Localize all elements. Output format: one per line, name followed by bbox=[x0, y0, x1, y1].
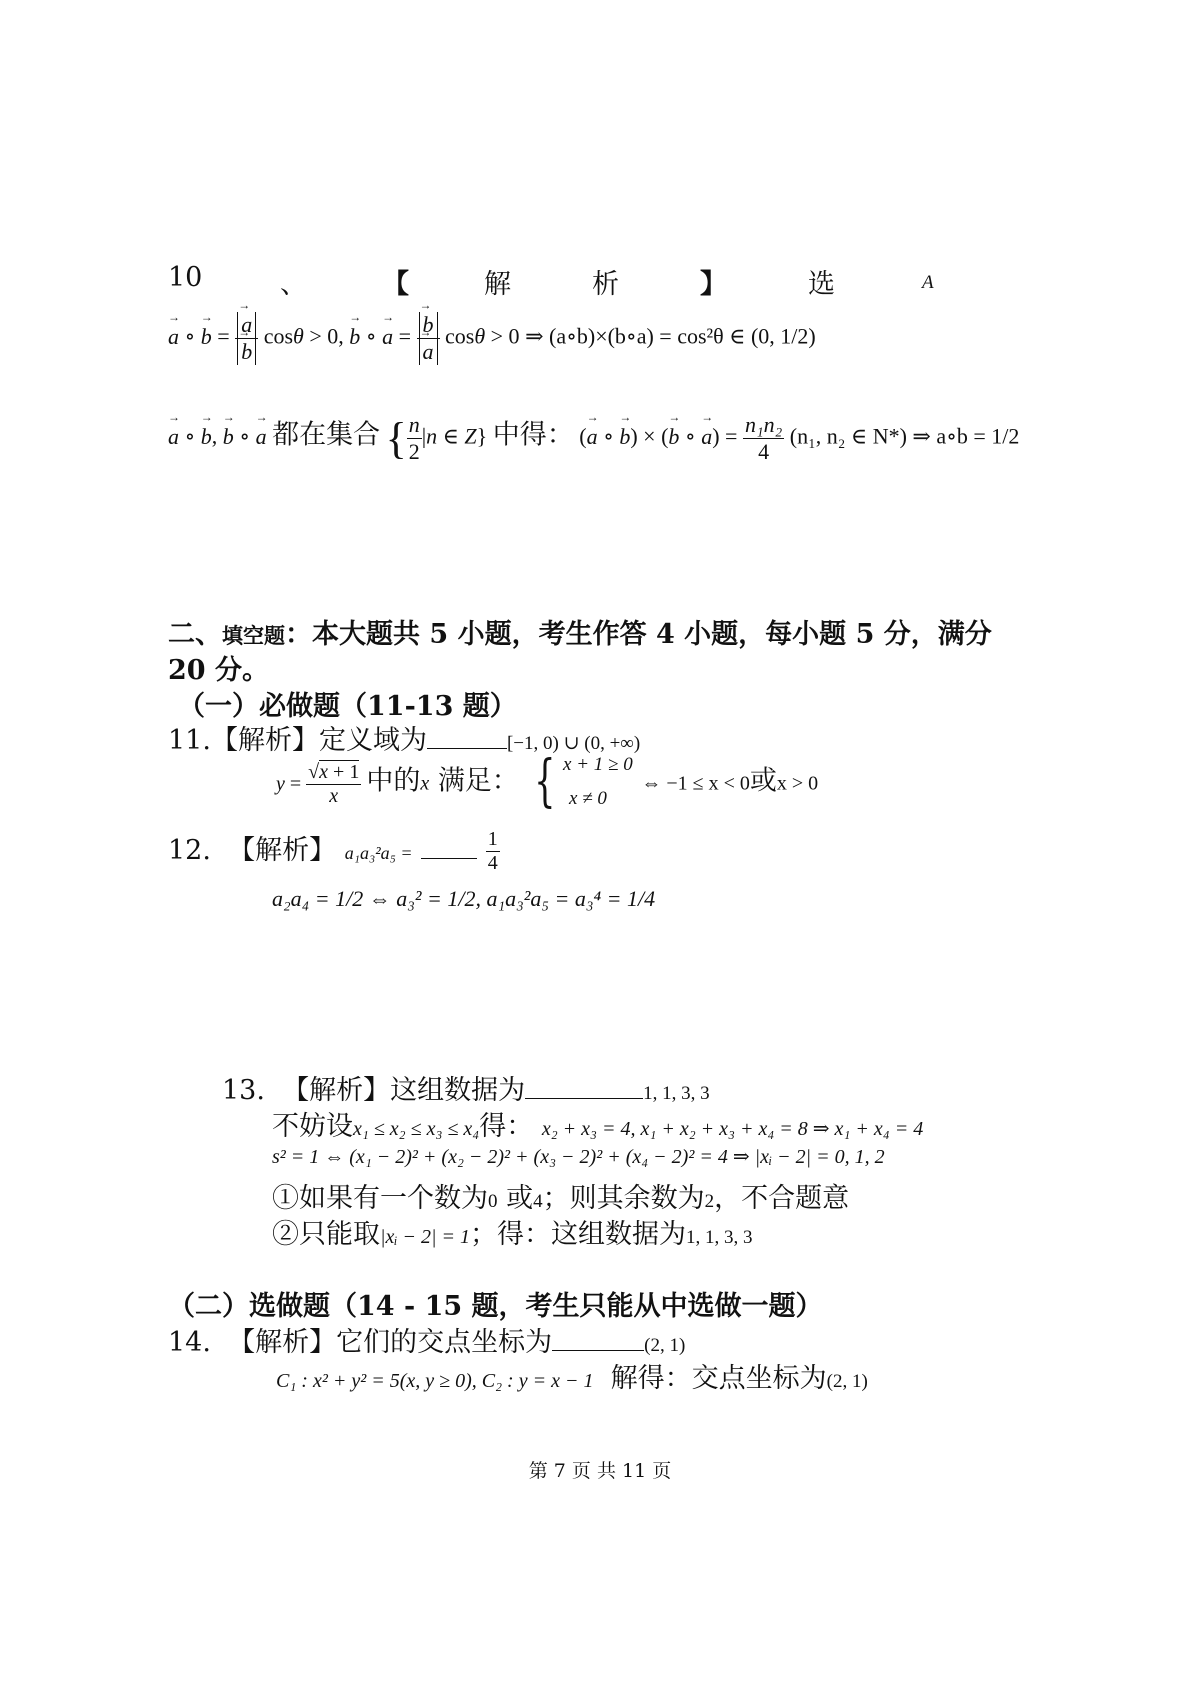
q13-number: 13. bbox=[222, 1075, 265, 1106]
q13-tag: 【解析】 bbox=[282, 1075, 391, 1106]
q11-work: y = $\frac{√x + 1}{x}$ 中的x 满足： { x + 1 ≥ 0 x ≠ 0 ⇔ −1 ≤ x < 0或x > 0 bbox=[276, 749, 819, 814]
q10-formula-line-1: → a ∘ → b = → a → b cosθ > 0, → b ∘ → a = → b → a cosθ > 0 ⇒ (a∘b)×(b∘a) = cos²θ ∈ (0, 1/2) bbox=[168, 312, 816, 365]
q14-work: C₁ : x² + y² = 5(x, y ≥ 0), C₂ : y = x − 1 解得：交点坐标为(2, 1) bbox=[276, 1363, 868, 1394]
q11-number: 11. bbox=[168, 725, 211, 756]
q13-line3: s² = 1 ⇔ (x₁ − 2)² + (x₂ − 2)² + (x₃ − 2)² + (x₄ − 2)² = 4 ⇒ |xᵢ − 2| = 0, 1, 2 bbox=[272, 1146, 885, 1168]
q13-line4: ①如果有一个数为0 或4；则其余数为2，不合题意 bbox=[272, 1183, 850, 1214]
subsection-required: （一）必做题（11-13 题） bbox=[178, 691, 517, 722]
q13-line bbox=[222, 1068, 710, 1107]
q14-number: 14. bbox=[168, 1327, 211, 1358]
q10-formula-line-2: → a ∘ → b, → b ∘ → a 都在集合 { $\frac{n}{2}$ |n ∈ Z} 中得： (→ a ∘ → b) × (→ b ∘ → a) = $\frac{\text{n₁n₂}}{4}$ (n₁, n₂ ∈ N*) ⇒ a∘b = 1/2 bbox=[168, 412, 1019, 465]
q14-answer: (2, 1) bbox=[644, 1335, 686, 1356]
q13-line2: 不妨设x₁ ≤ x₂ ≤ x₃ ≤ x₄得： x₂ + x₃ = 4, x₁ + x₂ + x₃ + x₄ = 8 ⇒ x₁ + x₄ = 4 bbox=[272, 1111, 924, 1142]
q10-right-bracket: 】 bbox=[700, 269, 727, 300]
q12-number: 12. bbox=[168, 835, 211, 866]
q10-number: 10 bbox=[168, 262, 203, 293]
q14-tag: 【解析】 bbox=[228, 1327, 337, 1358]
q10-answer: A bbox=[922, 272, 934, 293]
q11-tag: 【解析】 bbox=[210, 725, 319, 756]
q10-separator: 、 bbox=[280, 269, 307, 300]
q13-line5: ②只能取|xᵢ − 2| = 1；得：这组数据为1, 1, 3, 3 bbox=[272, 1219, 753, 1250]
q13-prompt: 这组数据为 bbox=[390, 1075, 526, 1106]
q10-choose: 选 bbox=[808, 269, 835, 300]
q12-line: 12. 【解析】 a₁a₃²a₅ = $\frac{1}{4}$ bbox=[168, 828, 498, 874]
page-footer: 第 7 页 共 11 页 bbox=[528, 1460, 672, 1482]
q12-expr: a₁a₃²a₅ = bbox=[344, 843, 413, 863]
q10-jie: 解 bbox=[484, 269, 511, 300]
q12-work: a₂a₄ = 1/2 ⇔ a₃² = 1/2, a₁a₃²a₅ = a₃⁴ = 1/4 bbox=[272, 886, 656, 911]
q10-xi: 析 bbox=[592, 269, 619, 300]
q11-answer: [−1, 0) ∪ (0, +∞) bbox=[506, 733, 641, 754]
q11-prompt: 定义域为 bbox=[318, 725, 427, 756]
q13-answer: 1, 1, 3, 3 bbox=[643, 1083, 710, 1104]
subsection-optional: （二）选做题（14 - 15 题，考生只能从中选做一题） bbox=[168, 1291, 823, 1322]
q14-prompt: 它们的交点坐标为 bbox=[336, 1327, 553, 1358]
q10-line2-tail: ⇒ (a∘b)×(b∘a) = cos²θ ∈ (0, 1/2) bbox=[525, 323, 816, 349]
q10-line3-tail: (n₁, n₂ ∈ N*) ⇒ a∘b = 1/2 bbox=[789, 423, 1020, 449]
q12-tag: 【解析】 bbox=[228, 835, 337, 866]
section2-heading-line2: 20 分。 bbox=[168, 655, 269, 686]
q14-line bbox=[168, 1320, 685, 1359]
q10-get-text: 中得： bbox=[492, 419, 574, 451]
section2-heading: 二、填空题：本大题共 5 小题，考生作答 4 小题，每小题 5 分，满分 bbox=[168, 619, 992, 650]
q10-set-text: 都在集合 bbox=[272, 419, 381, 451]
q10-left-bracket: 【 bbox=[382, 269, 409, 300]
